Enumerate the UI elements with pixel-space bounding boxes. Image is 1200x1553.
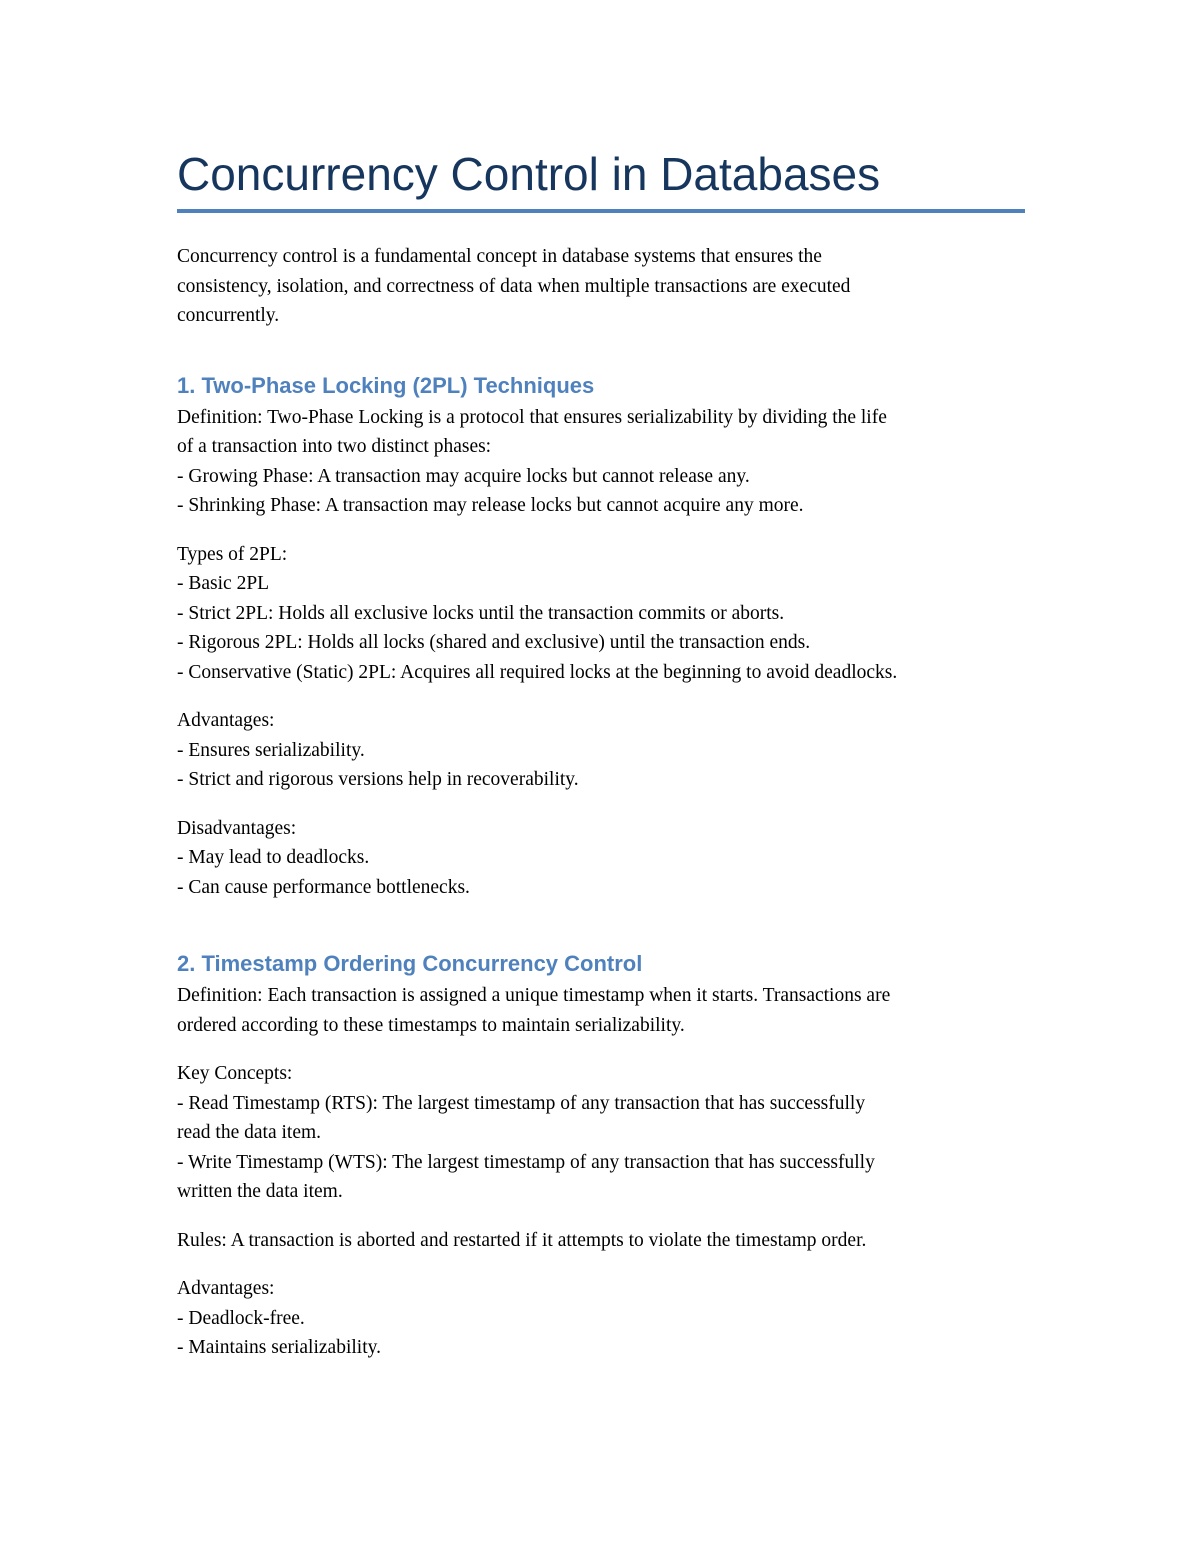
section1-disadvantages [177, 814, 1025, 903]
list-item: - Strict 2PL: Holds all exclusive locks until the transaction commits or aborts. [177, 602, 785, 624]
list-item: - Ensures serializability. [177, 739, 365, 761]
list-item: - Rigorous 2PL: Holds all locks (shared and exclusive) until the transaction ends. [177, 632, 811, 653]
text-line: Definition: Each transaction is assigned a unique timestamp when it starts. Transactions are [177, 985, 891, 1006]
text-line: Definition: Two-Phase Locking is a protocol that ensures serializability by dividing the life [177, 406, 887, 428]
text-line: written the data item. [177, 1181, 343, 1202]
text-line: Concurrency control is a fundamental concept in database systems that ensures the [177, 246, 822, 267]
text-line: Disadvantages: [177, 817, 297, 839]
section2-definition [177, 981, 1025, 1040]
list-item: - Growing Phase: A transaction may acquire locks but cannot release any. [177, 465, 750, 487]
section2-rules [177, 1226, 1025, 1256]
list-item: - Can cause performance bottlenecks. [177, 876, 470, 898]
list-item: - Conservative (Static) 2PL: Acquires all required locks at the beginning to avoid deadlocks. [177, 661, 898, 683]
title-underline [177, 209, 1025, 213]
text-line: read the data item. [177, 1122, 322, 1143]
document-body [177, 242, 1025, 1363]
list-item: - Shrinking Phase: A transaction may release locks but cannot acquire any more. [177, 495, 804, 516]
text-line: Rules: A transaction is aborted and restarted if it attempts to violate the timestamp order. [177, 1229, 867, 1251]
text-line: of a transaction into two distinct phases: [177, 436, 492, 457]
text-line: Advantages: [177, 1278, 275, 1299]
text-line: ordered according to these timestamps to maintain serializability. [177, 1014, 685, 1036]
text-line: Key Concepts: [177, 1063, 293, 1084]
text-line: consistency, isolation, and correctness of data when multiple transactions are executed [177, 275, 851, 297]
list-item: - Strict and rigorous versions help in recoverability. [177, 769, 579, 790]
list-item: - Read Timestamp (RTS): The largest timestamp of any transaction that has successfully [177, 1092, 866, 1114]
section1-advantages [177, 706, 1025, 795]
section2-key-concepts [177, 1059, 1025, 1207]
list-item: - Basic 2PL [177, 573, 270, 594]
list-item: - Maintains serializability. [177, 1337, 381, 1358]
section1-types [177, 540, 1025, 688]
section-heading-timestamp: 2. Timestamp Ordering Concurrency Control [177, 951, 643, 976]
section-heading-2pl: 1. Two-Phase Locking (2PL) Techniques [177, 372, 595, 398]
text-line: concurrently. [177, 305, 280, 326]
list-item: - Deadlock-free. [177, 1307, 305, 1329]
intro-paragraph [177, 242, 1025, 331]
section2-advantages [177, 1274, 1025, 1363]
list-item: - May lead to deadlocks. [177, 847, 370, 868]
document-title: Concurrency Control in Databases [177, 148, 881, 200]
list-item: - Write Timestamp (WTS): The largest timestamp of any transaction that has successfully [177, 1151, 875, 1173]
section1-definition [177, 403, 1025, 521]
text-line: Types of 2PL: [177, 543, 288, 565]
text-line: Advantages: [177, 710, 275, 731]
